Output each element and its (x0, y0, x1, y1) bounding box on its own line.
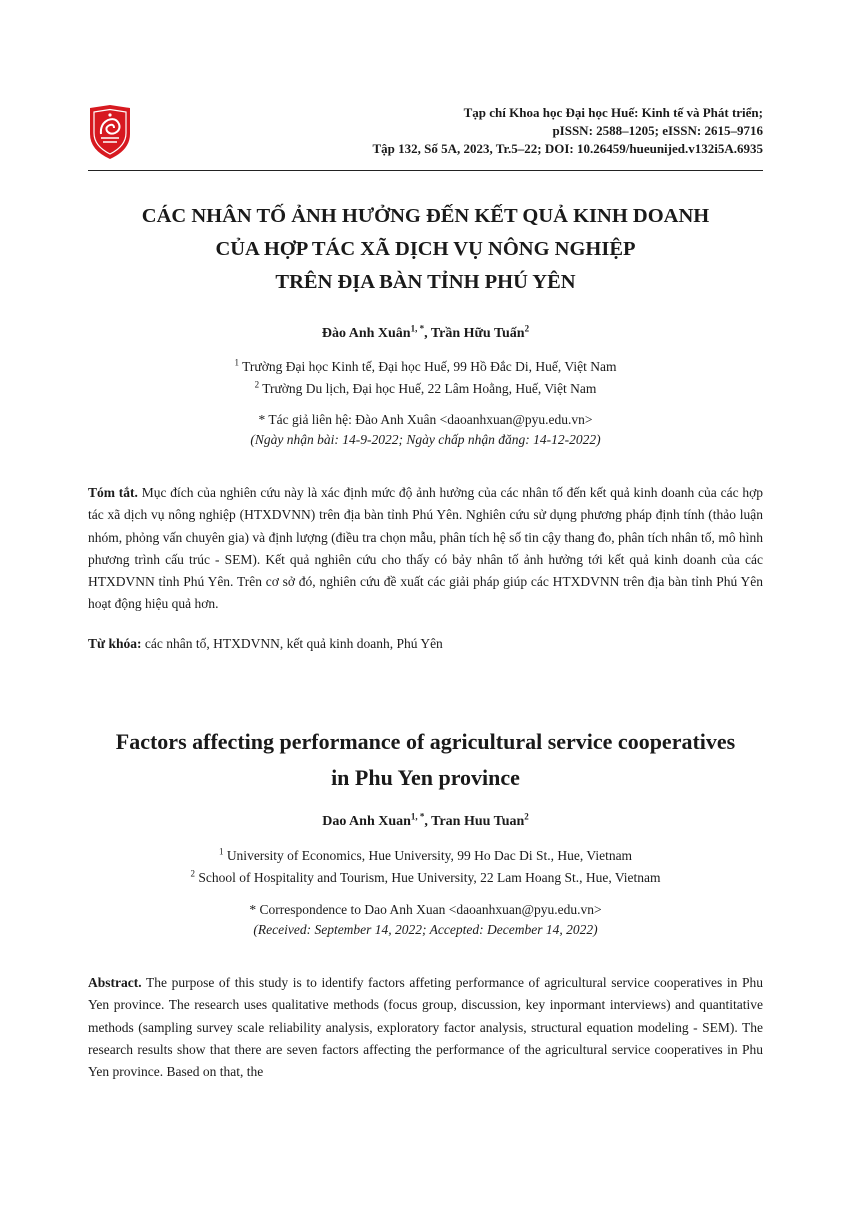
abstract-vietnamese (88, 482, 763, 616)
author-separator: , (424, 326, 431, 341)
abstract-label: Tóm tắt. (88, 485, 138, 500)
author-1-name-en: Dao Anh Xuan (322, 814, 411, 829)
header-divider (88, 170, 763, 171)
correspondence-english (88, 900, 763, 940)
author-2-sup-en: 2 (524, 811, 529, 822)
title-en-line-1: Factors affecting performance of agricultural service cooperatives (115, 729, 736, 754)
author-2-name-en: Tran Huu Tuan (431, 814, 525, 829)
title-vi-line-1: CÁC NHÂN TỐ ẢNH HƯỞNG ĐẾN KẾT QUẢ KINH DOANH (141, 205, 710, 227)
affiliation-1 (88, 356, 763, 378)
title-en-line-2: in Phu Yen province (331, 765, 520, 790)
abstract-text: Mục đích của nghiên cứu này là xác định mức độ ảnh hưởng của các nhân tố đến kết quả kinh doanh của các hợp tác xã dịch vụ nông nghiệp (HTXDVNN) trên địa bàn tỉnh Phú Yên. Nghiên cứu sử dụng phương pháp định tính (thảo luận nhóm, phỏng vấn chuyên gia) và định lượng (điều tra chọn mẫu, phân tích hệ số tin cậy thang đo, phân tích nhân tố, mô hình phương trình cấu trúc - SEM). Kết quả nghiên cứu cho thấy có bảy nhân tố ảnh hưởng tới kết quả kinh doanh của các HTXDVNN tỉnh Phú Yên. Trên cơ sở đó, nghiên cứu đề xuất các giải pháp giúp các HTXDVNN trên địa bàn tỉnh Phú Yên hoạt động hiệu quả hơn. (88, 485, 763, 612)
affiliation-2-num: 2 (254, 379, 260, 390)
affiliation-1-num: 1 (234, 357, 240, 368)
affiliation-1-num-en: 1 (218, 846, 224, 857)
affiliation-2-num-en: 2 (190, 868, 195, 879)
affiliations-vietnamese (88, 356, 763, 400)
author-2-name: Trần Hữu Tuấn (430, 326, 525, 341)
abstract-english (88, 972, 763, 1083)
authors-english (88, 811, 763, 830)
abstract-label-en: Abstract. (88, 975, 142, 990)
author-1-sup-en: 1, * (410, 811, 425, 822)
author-2-sup: 2 (524, 323, 530, 334)
affiliations-english (88, 845, 763, 889)
correspondence-text: * Tác giả liên hệ: Đào Anh Xuân <daoanhxuan@pyu.edu.vn> (258, 412, 593, 427)
title-vi-line-3: TRÊN ĐỊA BÀN TỈNH PHÚ YÊN (275, 271, 576, 293)
university-logo-icon (88, 104, 132, 160)
title-english (88, 724, 763, 796)
affiliation-2-text-en: School of Hospitality and Tourism, Hue University, 22 Lam Hoang St., Hue, Vietnam (194, 870, 661, 885)
author-1-name: Đào Anh Xuân (321, 326, 411, 341)
title-vi-line-2: CỦA HỢP TÁC XÃ DỊCH VỤ NÔNG NGHIỆP (215, 238, 636, 260)
keywords-label: Từ khóa: (88, 636, 142, 651)
authors-vietnamese (88, 323, 763, 342)
abstract-text-en: The purpose of this study is to identify factors affeting performance of agricultural service cooperatives in Phu Yen province. The research uses qualitative methods (focus group, discussion, key inpormant interviews) and quantitative methods (sampling survey scale reliability analysis, exploratory factor analysis, structural equation modeling - SEM). The research results show that there are seven factors affecting the performance of the agricultural service cooperatives in Phu Yen province. Based on that, the (88, 975, 763, 1080)
keywords-text: các nhân tố, HTXDVNN, kết quả kinh doanh, Phú Yên (141, 636, 443, 651)
title-vietnamese (88, 200, 763, 299)
received-dates: (Ngày nhận bài: 14-9-2022; Ngày chấp nhận đăng: 14-12-2022) (250, 432, 601, 447)
keywords-vietnamese (88, 636, 763, 652)
affiliation-1-text: Trường Đại học Kinh tế, Đại học Huế, 99 Hồ Đắc Di, Huế, Việt Nam (239, 359, 617, 374)
journal-name: Tạp chí Khoa học Đại học Huế: Kinh tế và Phát triển; (463, 105, 763, 120)
author-separator-en: , (424, 814, 432, 829)
correspondence-vietnamese (88, 410, 763, 450)
affiliation-2 (88, 378, 763, 400)
journal-header (372, 104, 763, 158)
correspondence-text-en: * Correspondence to Dao Anh Xuan <daoanhxuan@pyu.edu.vn> (249, 902, 602, 917)
author-1-sup: 1, * (410, 323, 425, 334)
journal-issn: pISSN: 2588–1205; eISSN: 2615–9716 (552, 123, 763, 138)
affiliation-2-en (88, 867, 763, 889)
affiliation-2-text: Trường Du lịch, Đại học Huế, 22 Lâm Hoằng, Huế, Việt Nam (259, 381, 597, 396)
affiliation-1-en (88, 845, 763, 867)
journal-volume-doi: Tập 132, Số 5A, 2023, Tr.5–22; DOI: 10.26459/hueunijed.v132i5A.6935 (372, 141, 763, 156)
affiliation-1-text-en: University of Economics, Hue University, 99 Ho Dac Di St., Hue, Vietnam (223, 848, 633, 863)
received-dates-en: (Received: September 14, 2022; Accepted: December 14, 2022) (253, 922, 598, 937)
